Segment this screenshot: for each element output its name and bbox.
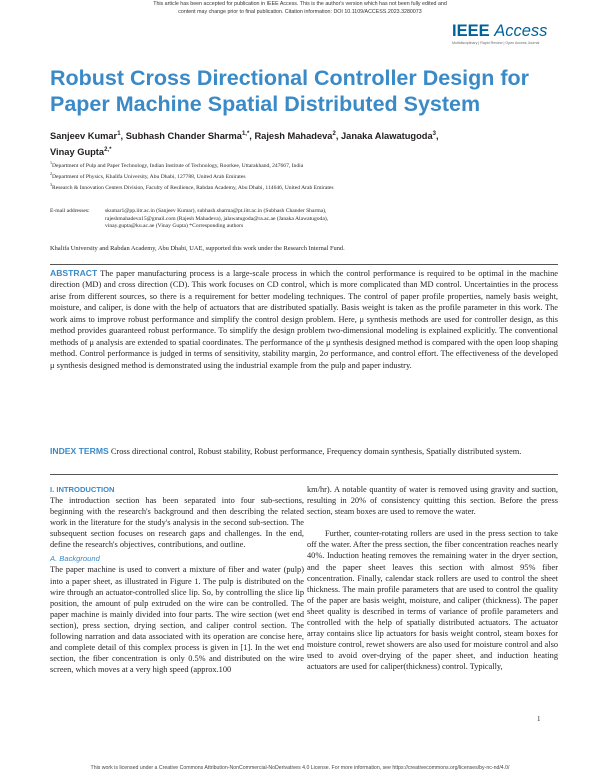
divider [50,264,558,265]
email-line: vinay.gupta@ku.ac.ae (Vinay Gupta) *Corresponding authors [105,223,244,230]
logo-ieee-text: IEEE [452,22,490,40]
logo-access-text: Access [494,22,548,40]
index-terms-block [50,446,558,457]
affiliation-item: $^3$Research & Innovation Centers Division, Faculty of Resilience, Rabdan Academy, Abu Dhabi, 114646, United Arab Emirates [50,181,334,191]
email-line: rajeshmahadeva15@gmail.com (Rajesh Mahadeva), jalawatugoda@ra.ac.ae (Janaka Alawatugoda), [105,215,329,222]
logo-tagline: Multidisciplinary | Rapid Review | Open Access Journal [452,41,540,45]
abstract-block [50,268,558,371]
paper-title: Robust Cross Directional Controller Design for Paper Machine Spatial Distributed System [50,66,530,116]
author-affil-sup: 3 [432,131,436,137]
paragraph: Further, counter-rotating rollers are used in the press section to take off the water. After the press section, the fiber concentration reaches nearly 40%. Induction heating removes the remaining water in the dryer section, and the paper sheet leaves this section with almost 95% fiber concentration. Finally, calendar stack rollers are used to control the sheet thickness. The main profile parameters that are used to control the quality of the paper are basis weight, moisture, and caliper (thickness). The paper sheet quality is described in terms of variance of profile parameters and controlled with the help of spatially distributed actuators. The actuator array contains slice lip actuators for basis weight control, steam boxes for moisture control, rewet showers are also used for moisture control and also used to avoid over-drying of the paper sheet, and induction heating actuators are used for caliper(thickness) control. Typically, [307,529,558,672]
paragraph: km/hr). A notable quantity of water is removed using gravity and suction, resulting in 20% of consistency quitting this section. Before the press section, steam boxes are used to remove the water. [307,485,558,517]
affiliation-item: $^2$Department of Physics, Khalifa University, Abu Dhabi, 127788, United Arab Emirates [50,170,246,180]
ieee-access-logo [452,23,572,45]
author-name: , Janaka Alawatugoda [335,131,433,142]
author-affil-sup: 1,* [241,131,250,137]
email-label: E-mail addresses: [50,208,90,214]
author-name: Sanjeev Kumar [50,131,118,142]
author-affil-sup: 1 [117,131,121,137]
subsection-heading: A. Background [50,554,100,564]
paragraph: The paper machine is used to convert a mixture of fiber and water (pulp) into a paper sheet, as illustrated in Figure 1. The pulp is distributed on the wire through an actuator-controlled slice lip. So, by controlling the slice lip position, the amount of pulp extruded on the wire can be controlled. The paper machine is mainly divided into four parts. The wire section (wet end section), press section, drying section, and caliper control section. The following narration and data associated with its operation are concise here, and complete detail of this complex process is given in [1]. In the wet end section, the fiber concentration is only 0.5% and distributed on the wire screen, which moves at a very high speed (approx.100 [50,565,304,675]
author-list: Sanjeev Kumar$^1$, Subhash Chander Sharma$^{1,*}$, Rajesh Mahadeva$^2$, Janaka Alawatugoda$^3$, Vinay Gupta$^{2,*}$ [50,131,439,157]
page-number: 1 [537,715,541,723]
author-name: , Rajesh Mahadeva [249,131,333,142]
author-name: Vinay Gupta [50,146,105,157]
prepublication-note-line1: This article has been accepted for publication in IEEE Access. This is the author's version which has not been fully edited and [153,1,447,7]
abstract-text: The paper manufacturing process is a large-scale process in which the control performance is required to be optimal in the machine direction (MD) and cross direction (CD). This work focuses on CD control, which is more complicated than MD control. Uncertainties in the process arise from different sources, so there is a requirement for better modeling techniques. The control of paper profile properties, namely basis weight, moisture, and caliper, is done with the help of actuators that are distributed spatially. Basis weight is taken as the profile parameter in this work. The work aims to improve robust performance and simplify the control design problem. Here, μ synthesis methods are used for controller design, as this method provides guaranteed robust performance. To simplify the design problem two-dimensional modeling is explained explicitly. The conventional methods of μ analysis are extended to spatial coordinates. The performance of the μ synthesis designed method is compared with the open loop shaping method. Control performance is judged in terms of sensitivity, stability margin, 2σ performance, and control effort. The effectiveness of the developed μ synthesis designed method is demonstrated using the industrial example from the pulp and paper industry. [50,269,558,370]
email-line: skumar1@pp.iitr.ac.in (Sanjeev Kumar), subhash.sharma@pt.iitr.ac.in (Subhash Chander Sharma), [105,208,327,214]
index-terms-label: INDEX TERMS [50,446,109,456]
left-column [50,484,304,675]
author-name: , Subhash Chander Sharma [120,131,242,142]
divider [50,474,558,475]
affiliation-item: $^1$Department of Pulp and Paper Technology, Indian Institute of Technology, Roorkee, Uttarakhand, 247667, India [50,160,304,169]
section-heading: I. INTRODUCTION [50,485,115,494]
index-terms-text: Cross directional control, Robust stability, Robust performance, Frequency domain synthesis, Spatially distributed system. [110,447,522,456]
right-column [307,484,558,673]
funding-note: Khalifa University and Rabdan Academy, Abu Dhabi, UAE, supported this work under the Research Internal Fund. [50,245,345,252]
paragraph: The introduction section has been separated into four sub-sections, beginning with the research's background and then describing the related work in the literature for the study's analysis in the second sub-section. The subsequent section focuses on research gaps and challenges. In the end, define the research's objectives, contributions, and outline. [50,496,304,550]
license-footer: This work is licensed under a Creative Commons Attribution-NonCommercial-NoDerivatives 4.0 License. For more information, see https://creativecommons.org/licenses/by-nc-nd/4.0/ [90,765,510,771]
affiliation-list [50,159,570,192]
abstract-label: ABSTRACT [50,268,98,278]
prepublication-note [0,1,600,16]
author-affil-sup: 2 [332,131,336,137]
prepublication-note-line2: content may change prior to final publication. Citation information: DOI 10.1109/ACCESS.2023.3280073 [178,8,422,15]
author-affil-sup: 2,* [104,146,112,153]
